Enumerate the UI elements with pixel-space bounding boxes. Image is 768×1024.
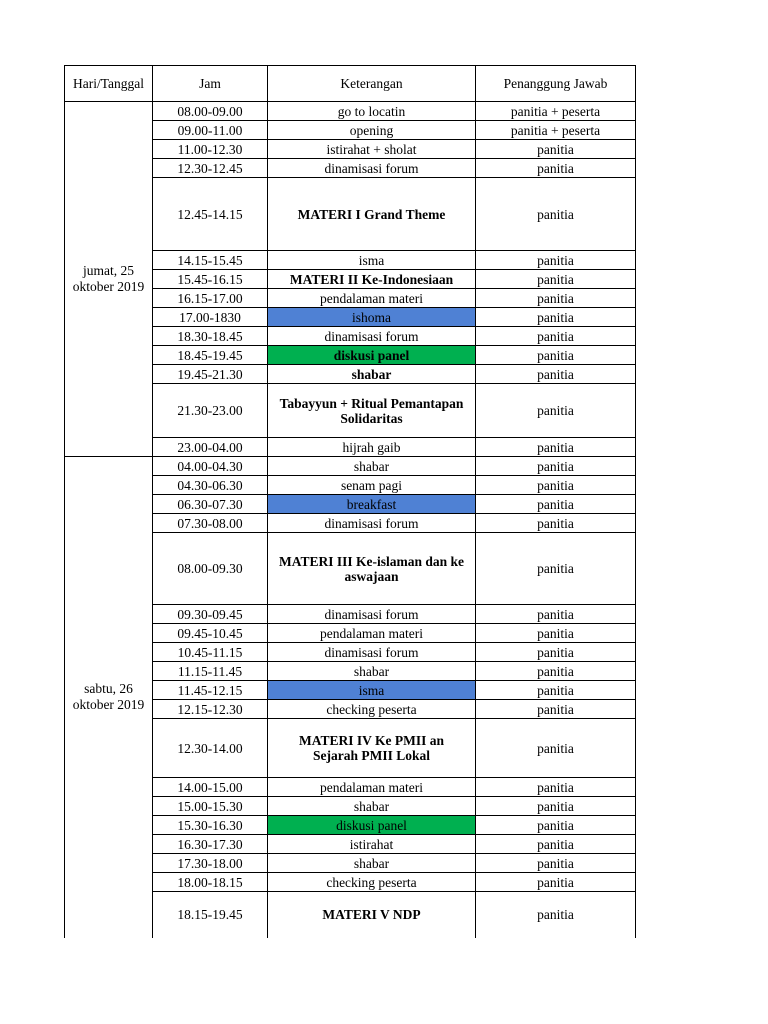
time-cell: 12.45-14.15 xyxy=(153,178,268,251)
description-cell: dinamisasi forum xyxy=(268,327,476,346)
time-cell: 15.30-16.30 xyxy=(153,816,268,835)
day-cell: jumat, 25 oktober 2019 xyxy=(65,102,153,457)
person-in-charge-cell: panitia xyxy=(476,289,636,308)
time-cell: 19.45-21.30 xyxy=(153,365,268,384)
description-cell: checking peserta xyxy=(268,873,476,892)
person-in-charge-cell: panitia + peserta xyxy=(476,102,636,121)
time-cell: 17.30-18.00 xyxy=(153,854,268,873)
description-cell: MATERI V NDP xyxy=(268,892,476,938)
description-cell: shabar xyxy=(268,365,476,384)
description-cell: checking peserta xyxy=(268,700,476,719)
time-cell: 23.00-04.00 xyxy=(153,438,268,457)
description-cell: isma xyxy=(268,251,476,270)
time-cell: 08.00-09.30 xyxy=(153,533,268,605)
time-cell: 21.30-23.00 xyxy=(153,384,268,438)
person-in-charge-cell: panitia xyxy=(476,178,636,251)
schedule-row xyxy=(65,102,636,121)
person-in-charge-cell: panitia xyxy=(476,778,636,797)
time-cell: 11.00-12.30 xyxy=(153,140,268,159)
time-cell: 11.45-12.15 xyxy=(153,681,268,700)
person-in-charge-cell: panitia xyxy=(476,835,636,854)
person-in-charge-cell: panitia xyxy=(476,346,636,365)
person-in-charge-cell: panitia xyxy=(476,159,636,178)
description-cell: pendalaman materi xyxy=(268,778,476,797)
person-in-charge-cell: panitia xyxy=(476,605,636,624)
time-cell: 04.30-06.30 xyxy=(153,476,268,495)
description-cell: breakfast xyxy=(268,495,476,514)
time-cell: 08.00-09.00 xyxy=(153,102,268,121)
person-in-charge-cell: panitia xyxy=(476,327,636,346)
person-in-charge-cell: panitia xyxy=(476,700,636,719)
person-in-charge-cell: panitia xyxy=(476,624,636,643)
time-cell: 15.00-15.30 xyxy=(153,797,268,816)
person-in-charge-cell: panitia xyxy=(476,308,636,327)
description-cell: pendalaman materi xyxy=(268,289,476,308)
description-cell: MATERI III Ke-islaman dan ke aswajaan xyxy=(268,533,476,605)
person-in-charge-cell: panitia xyxy=(476,662,636,681)
description-cell: MATERI IV Ke PMII an Sejarah PMII Lokal xyxy=(268,719,476,778)
person-in-charge-cell: panitia xyxy=(476,892,636,938)
person-in-charge-cell: panitia xyxy=(476,251,636,270)
header-row xyxy=(65,66,636,102)
time-cell: 04.00-04.30 xyxy=(153,457,268,476)
person-in-charge-cell: panitia xyxy=(476,384,636,438)
time-cell: 12.30-12.45 xyxy=(153,159,268,178)
person-in-charge-cell: panitia xyxy=(476,816,636,835)
time-cell: 14.15-15.45 xyxy=(153,251,268,270)
time-cell: 15.45-16.15 xyxy=(153,270,268,289)
time-cell: 12.30-14.00 xyxy=(153,719,268,778)
header-day: Hari/Tanggal xyxy=(65,66,153,102)
description-cell: dinamisasi forum xyxy=(268,643,476,662)
time-cell: 09.45-10.45 xyxy=(153,624,268,643)
person-in-charge-cell: panitia + peserta xyxy=(476,121,636,140)
person-in-charge-cell: panitia xyxy=(476,514,636,533)
person-in-charge-cell: panitia xyxy=(476,140,636,159)
description-cell: isma xyxy=(268,681,476,700)
description-cell: shabar xyxy=(268,457,476,476)
description-cell: ishoma xyxy=(268,308,476,327)
description-cell: dinamisasi forum xyxy=(268,514,476,533)
time-cell: 17.00-1830 xyxy=(153,308,268,327)
time-cell: 18.30-18.45 xyxy=(153,327,268,346)
description-cell: istirahat xyxy=(268,835,476,854)
person-in-charge-cell: panitia xyxy=(476,457,636,476)
person-in-charge-cell: panitia xyxy=(476,854,636,873)
description-cell: senam pagi xyxy=(268,476,476,495)
person-in-charge-cell: panitia xyxy=(476,719,636,778)
description-cell: shabar xyxy=(268,854,476,873)
time-cell: 07.30-08.00 xyxy=(153,514,268,533)
time-cell: 18.45-19.45 xyxy=(153,346,268,365)
time-cell: 14.00-15.00 xyxy=(153,778,268,797)
person-in-charge-cell: panitia xyxy=(476,270,636,289)
person-in-charge-cell: panitia xyxy=(476,681,636,700)
person-in-charge-cell: panitia xyxy=(476,495,636,514)
description-cell: pendalaman materi xyxy=(268,624,476,643)
description-cell: opening xyxy=(268,121,476,140)
time-cell: 18.15-19.45 xyxy=(153,892,268,938)
time-cell: 06.30-07.30 xyxy=(153,495,268,514)
person-in-charge-cell: panitia xyxy=(476,797,636,816)
description-cell: MATERI I Grand Theme xyxy=(268,178,476,251)
time-cell: 12.15-12.30 xyxy=(153,700,268,719)
header-description: Keterangan xyxy=(268,66,476,102)
person-in-charge-cell: panitia xyxy=(476,365,636,384)
time-cell: 10.45-11.15 xyxy=(153,643,268,662)
time-cell: 09.00-11.00 xyxy=(153,121,268,140)
time-cell: 11.15-11.45 xyxy=(153,662,268,681)
schedule-table xyxy=(64,65,636,938)
time-cell: 09.30-09.45 xyxy=(153,605,268,624)
description-cell: istirahat + sholat xyxy=(268,140,476,159)
person-in-charge-cell: panitia xyxy=(476,438,636,457)
time-cell: 16.15-17.00 xyxy=(153,289,268,308)
description-cell: diskusi panel xyxy=(268,816,476,835)
person-in-charge-cell: panitia xyxy=(476,873,636,892)
description-cell: MATERI II Ke-Indonesiaan xyxy=(268,270,476,289)
description-cell: dinamisasi forum xyxy=(268,605,476,624)
description-cell: shabar xyxy=(268,797,476,816)
description-cell: diskusi panel xyxy=(268,346,476,365)
schedule-row xyxy=(65,457,636,476)
description-cell: hijrah gaib xyxy=(268,438,476,457)
person-in-charge-cell: panitia xyxy=(476,533,636,605)
description-cell: shabar xyxy=(268,662,476,681)
description-cell: Tabayyun + Ritual Pemantapan Solidaritas xyxy=(268,384,476,438)
description-cell: dinamisasi forum xyxy=(268,159,476,178)
time-cell: 18.00-18.15 xyxy=(153,873,268,892)
day-cell: sabtu, 26 oktober 2019 xyxy=(65,457,153,938)
header-person-in-charge: Penanggung Jawab xyxy=(476,66,636,102)
time-cell: 16.30-17.30 xyxy=(153,835,268,854)
header-time: Jam xyxy=(153,66,268,102)
person-in-charge-cell: panitia xyxy=(476,643,636,662)
person-in-charge-cell: panitia xyxy=(476,476,636,495)
description-cell: go to locatin xyxy=(268,102,476,121)
